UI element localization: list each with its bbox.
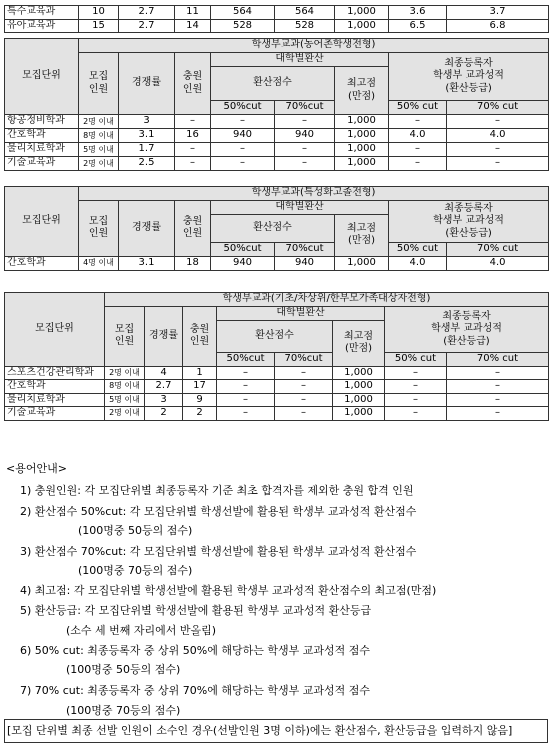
header-50cut: 50%cut bbox=[217, 353, 275, 367]
table-row bbox=[5, 19, 549, 33]
cell-ratio: 2.7 bbox=[119, 6, 175, 20]
cell-name: 특수교육과 bbox=[5, 6, 79, 20]
table-top bbox=[4, 5, 549, 33]
cell-max: 1,000 bbox=[335, 157, 389, 171]
cell-max: 1,000 bbox=[335, 129, 389, 143]
cell-name: 항공정비학과 bbox=[5, 115, 79, 129]
table-row bbox=[5, 407, 549, 421]
cell-name: 간호학과 bbox=[5, 129, 79, 143]
cell-name: 유아교육과 bbox=[5, 19, 79, 33]
header-ratio: 경쟁률 bbox=[119, 53, 175, 115]
header-extra: 충원 인원 bbox=[183, 307, 217, 367]
cell-g70: – bbox=[447, 366, 549, 380]
table-row bbox=[5, 393, 549, 407]
cell-name: 간호학과 bbox=[5, 256, 79, 270]
glossary-item: 7) 70% cut: 최종등록자 중 상위 70%에 해당하는 학생부 교과성적 점수 bbox=[20, 684, 370, 697]
cell-s50: – bbox=[211, 157, 275, 171]
glossary-item: (100명중 50등의 점수) bbox=[66, 663, 181, 676]
cell-s50: – bbox=[211, 115, 275, 129]
header-univ: 대학별환산 bbox=[211, 201, 389, 215]
cell-s70: – bbox=[275, 157, 335, 171]
cell-name: 스포츠건강관리학과 bbox=[5, 366, 105, 380]
glossary-item: (100명중 70등의 점수) bbox=[66, 704, 181, 717]
cell-s50: 940 bbox=[211, 256, 275, 270]
cell-g50: 4.0 bbox=[389, 129, 447, 143]
table-row bbox=[5, 115, 549, 129]
header-ratio: 경쟁률 bbox=[119, 201, 175, 257]
cell-name: 물리치료학과 bbox=[5, 393, 105, 407]
cell-recruit: 2명 이내 bbox=[79, 115, 119, 129]
cell-max: 1,000 bbox=[335, 6, 389, 20]
table-row bbox=[5, 256, 549, 270]
cell-extra: 14 bbox=[175, 19, 211, 33]
header-extra: 충원 인원 bbox=[175, 53, 211, 115]
table-lowincome bbox=[4, 292, 549, 421]
cell-s50: – bbox=[217, 393, 275, 407]
cell-s50: 940 bbox=[211, 129, 275, 143]
cell-g50: – bbox=[389, 115, 447, 129]
cell-s70: 940 bbox=[275, 256, 335, 270]
cell-g50: – bbox=[385, 380, 447, 394]
glossary-item: 4) 최고점: 각 모집단위별 학생선발에 활용된 학생부 교과성적 환산점수의 최고점(만점) bbox=[20, 584, 437, 597]
glossary-item: (소수 세 번째 자리에서 반올림) bbox=[66, 624, 217, 637]
table-row bbox=[5, 157, 549, 171]
cell-max: 1,000 bbox=[333, 366, 385, 380]
cell-recruit: 15 bbox=[79, 19, 119, 33]
cell-g70: 6.8 bbox=[447, 19, 549, 33]
header-70cut: 70%cut bbox=[275, 101, 335, 115]
cell-s50: – bbox=[217, 366, 275, 380]
footer-notice: [모집 단위별 최종 선발 인원이 소수인 경우(선발인원 3명 이하)에는 환산점수, 환산등급을 입력하지 않음] bbox=[4, 719, 548, 743]
cell-s70: – bbox=[275, 407, 333, 421]
cell-s70: – bbox=[275, 115, 335, 129]
cell-extra: 2 bbox=[183, 407, 217, 421]
cell-max: 1,000 bbox=[333, 380, 385, 394]
cell-max: 1,000 bbox=[335, 143, 389, 157]
header-70cut-b: 70% cut bbox=[447, 101, 549, 115]
header-final: 최종등록자 학생부 교과성적 (환산등급) bbox=[389, 201, 549, 243]
glossary-item: 5) 환산등급: 각 모집단위별 학생선발에 활용된 학생부 교과성적 환산등급 bbox=[20, 604, 372, 617]
table-row bbox=[5, 366, 549, 380]
cell-s70: – bbox=[275, 366, 333, 380]
cell-g70: 4.0 bbox=[447, 129, 549, 143]
cell-g50: – bbox=[385, 366, 447, 380]
cell-g50: 4.0 bbox=[389, 256, 447, 270]
header-recruit: 모집 인원 bbox=[105, 307, 145, 367]
table-row bbox=[5, 129, 549, 143]
cell-recruit: 2명 이내 bbox=[105, 407, 145, 421]
cell-ratio: 2.7 bbox=[145, 380, 183, 394]
header-max: 최고점 (만점) bbox=[335, 67, 389, 115]
table-rural bbox=[4, 38, 549, 171]
cell-recruit: 5명 이내 bbox=[105, 393, 145, 407]
header-extra: 충원 인원 bbox=[175, 201, 211, 257]
header-recruit: 모집 인원 bbox=[79, 53, 119, 115]
glossary-item: (100명중 70등의 점수) bbox=[78, 564, 193, 577]
header-title: 학생부교과(농어촌학생전형) bbox=[79, 39, 549, 53]
cell-g70: – bbox=[447, 115, 549, 129]
cell-ratio: 3.1 bbox=[119, 256, 175, 270]
cell-ratio: 2.7 bbox=[119, 19, 175, 33]
cell-s50: – bbox=[217, 407, 275, 421]
cell-extra: 11 bbox=[175, 6, 211, 20]
cell-extra: – bbox=[175, 143, 211, 157]
header-70cut-b: 70% cut bbox=[447, 243, 549, 257]
cell-s70: – bbox=[275, 393, 333, 407]
cell-s70: 528 bbox=[275, 19, 335, 33]
header-max: 최고점 (만점) bbox=[335, 215, 389, 257]
cell-g70: 3.7 bbox=[447, 6, 549, 20]
header-recruit: 모집 인원 bbox=[79, 201, 119, 257]
table-row bbox=[5, 380, 549, 394]
header-unit: 모집단위 bbox=[5, 187, 79, 257]
cell-s70: – bbox=[275, 143, 335, 157]
cell-ratio: 3.1 bbox=[119, 129, 175, 143]
cell-extra: 17 bbox=[183, 380, 217, 394]
cell-max: 1,000 bbox=[333, 407, 385, 421]
header-70cut: 70%cut bbox=[275, 243, 335, 257]
cell-extra: 9 bbox=[183, 393, 217, 407]
cell-s50: 564 bbox=[211, 6, 275, 20]
cell-ratio: 3 bbox=[145, 393, 183, 407]
header-50cut: 50%cut bbox=[211, 101, 275, 115]
header-univ: 대학별환산 bbox=[217, 307, 385, 321]
header-title: 학생부교과(기초/차상위/한부모가족대상자전형) bbox=[105, 293, 549, 307]
cell-g70: – bbox=[447, 143, 549, 157]
cell-max: 1,000 bbox=[335, 19, 389, 33]
glossary-item: (100명중 50등의 점수) bbox=[78, 524, 193, 537]
cell-s50: 528 bbox=[211, 19, 275, 33]
cell-recruit: 2명 이내 bbox=[105, 366, 145, 380]
header-ratio: 경쟁률 bbox=[145, 307, 183, 367]
header-max: 최고점 (만점) bbox=[333, 321, 385, 367]
glossary-item: 3) 환산점수 70%cut: 각 모집단위별 학생선발에 활용된 학생부 교과성적 환산점수 bbox=[20, 545, 417, 558]
cell-s50: – bbox=[211, 143, 275, 157]
cell-name: 기술교육과 bbox=[5, 157, 79, 171]
cell-name: 간호학과 bbox=[5, 380, 105, 394]
glossary-heading: <용어안내> bbox=[6, 462, 67, 475]
cell-ratio: 3 bbox=[119, 115, 175, 129]
header-score: 환산점수 bbox=[217, 321, 333, 353]
header-final: 최종등록자 학생부 교과성적 (환산등급) bbox=[389, 53, 549, 101]
cell-extra: – bbox=[175, 157, 211, 171]
cell-g50: – bbox=[389, 157, 447, 171]
header-50cut-b: 50% cut bbox=[385, 353, 447, 367]
cell-ratio: 1.7 bbox=[119, 143, 175, 157]
cell-extra: 18 bbox=[175, 256, 211, 270]
glossary-item: 1) 충원인원: 각 모집단위별 최종등록자 기준 최초 합격자를 제외한 충원 합격 인원 bbox=[20, 484, 414, 497]
cell-name: 물리치료학과 bbox=[5, 143, 79, 157]
cell-g70: – bbox=[447, 393, 549, 407]
cell-g70: – bbox=[447, 407, 549, 421]
header-univ: 대학별환산 bbox=[211, 53, 389, 67]
cell-extra: 16 bbox=[175, 129, 211, 143]
cell-ratio: 4 bbox=[145, 366, 183, 380]
cell-s50: – bbox=[217, 380, 275, 394]
cell-g50: 3.6 bbox=[389, 6, 447, 20]
cell-g70: – bbox=[447, 380, 549, 394]
cell-extra: 1 bbox=[183, 366, 217, 380]
cell-recruit: 8명 이내 bbox=[79, 129, 119, 143]
cell-s70: 940 bbox=[275, 129, 335, 143]
header-score: 환산점수 bbox=[211, 67, 335, 101]
cell-g50: 6.5 bbox=[389, 19, 447, 33]
cell-s70: – bbox=[275, 380, 333, 394]
cell-name: 기술교육과 bbox=[5, 407, 105, 421]
cell-recruit: 8명 이내 bbox=[105, 380, 145, 394]
cell-max: 1,000 bbox=[333, 393, 385, 407]
table-vocational bbox=[4, 186, 549, 271]
header-50cut-b: 50% cut bbox=[389, 101, 447, 115]
header-70cut-b: 70% cut bbox=[447, 353, 549, 367]
header-50cut: 50%cut bbox=[211, 243, 275, 257]
glossary-item: 2) 환산점수 50%cut: 각 모집단위별 학생선발에 활용된 학생부 교과성적 환산점수 bbox=[20, 505, 417, 518]
cell-ratio: 2.5 bbox=[119, 157, 175, 171]
cell-recruit: 10 bbox=[79, 6, 119, 20]
cell-recruit: 2명 이내 bbox=[79, 157, 119, 171]
cell-g70: – bbox=[447, 157, 549, 171]
cell-g70: 4.0 bbox=[447, 256, 549, 270]
cell-recruit: 5명 이내 bbox=[79, 143, 119, 157]
header-70cut: 70%cut bbox=[275, 353, 333, 367]
header-50cut-b: 50% cut bbox=[389, 243, 447, 257]
cell-max: 1,000 bbox=[335, 256, 389, 270]
header-score: 환산점수 bbox=[211, 215, 335, 243]
glossary-item: 6) 50% cut: 최종등록자 중 상위 50%에 해당하는 학생부 교과성적 점수 bbox=[20, 644, 370, 657]
cell-g50: – bbox=[385, 407, 447, 421]
cell-recruit: 4명 이내 bbox=[79, 256, 119, 270]
cell-g50: – bbox=[385, 393, 447, 407]
header-unit: 모집단위 bbox=[5, 39, 79, 115]
header-unit: 모집단위 bbox=[5, 293, 105, 367]
header-final: 최종등록자 학생부 교과성적 (환산등급) bbox=[385, 307, 549, 353]
table-row bbox=[5, 143, 549, 157]
cell-extra: – bbox=[175, 115, 211, 129]
cell-g50: – bbox=[389, 143, 447, 157]
header-title: 학생부교과(특성화고졸전형) bbox=[79, 187, 549, 201]
table-row bbox=[5, 6, 549, 20]
cell-ratio: 2 bbox=[145, 407, 183, 421]
cell-s70: 564 bbox=[275, 6, 335, 20]
cell-max: 1,000 bbox=[335, 115, 389, 129]
